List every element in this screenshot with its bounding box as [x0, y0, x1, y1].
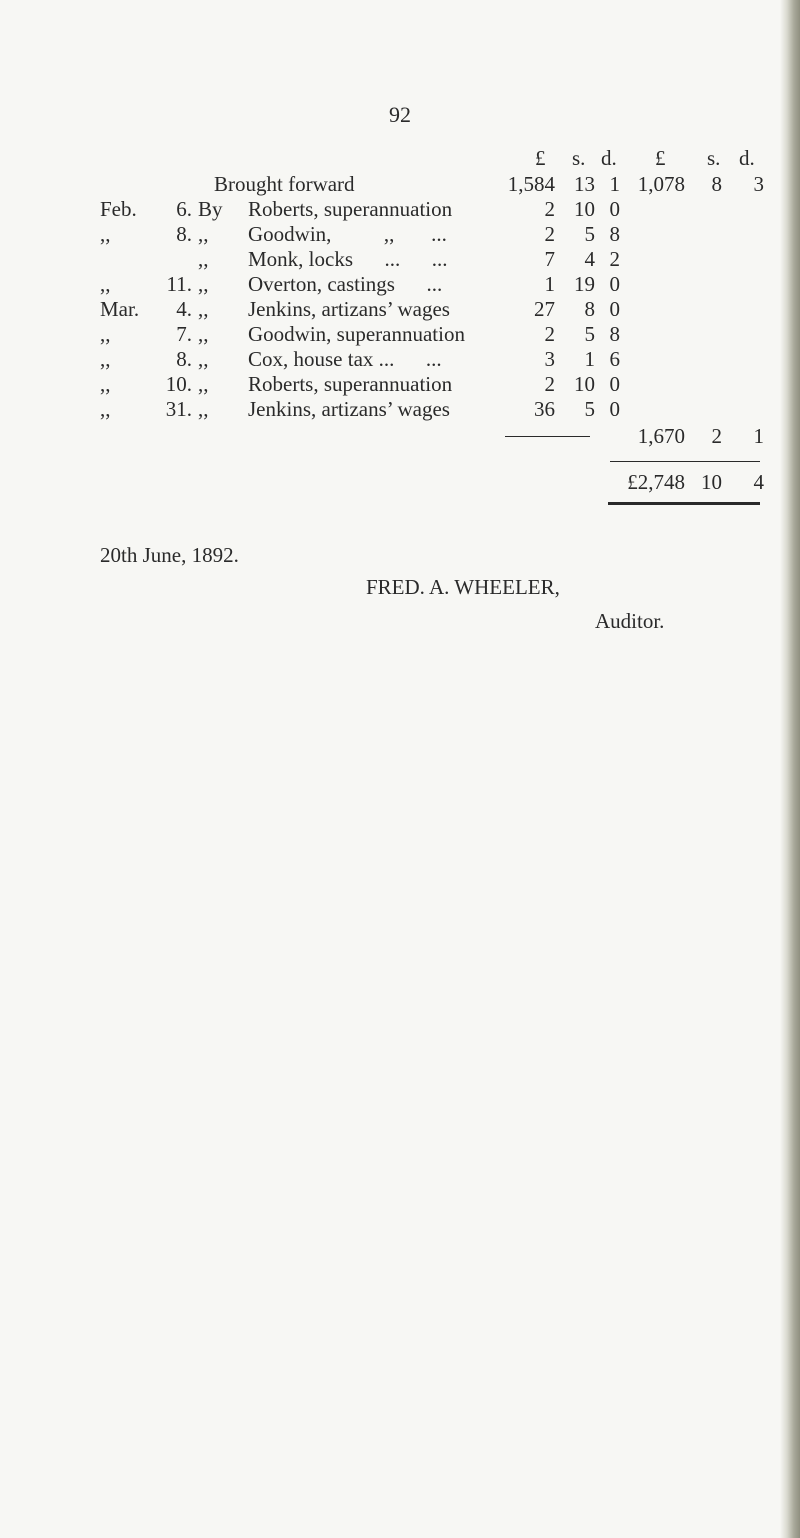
entry-month: ,,	[100, 222, 111, 246]
entry-day: 11.	[166, 272, 192, 296]
subtotal-pounds: 1,670	[637, 424, 685, 448]
page-number: 92	[389, 102, 411, 127]
total-shillings: 8	[711, 172, 722, 196]
double-rule	[608, 502, 760, 505]
header-pence-2: d.	[739, 146, 755, 170]
grand-total-shillings: 10	[701, 470, 722, 494]
entry-month: Mar.	[100, 297, 140, 321]
entry-day: 4.	[176, 297, 192, 321]
date-line: 20th June, 1892.	[100, 543, 239, 567]
entry-pounds: 2	[544, 222, 555, 246]
entry-pence: 0	[609, 272, 620, 296]
entry-description: Roberts, superannuation	[248, 197, 453, 221]
entry-description: Roberts, superannuation	[248, 372, 453, 396]
entry-prefix: ,,	[198, 322, 209, 346]
entry-pounds: 1	[544, 272, 555, 296]
entry-pence: 0	[609, 297, 620, 321]
entry-month: ,,	[100, 397, 111, 421]
entry-day: 8.	[176, 347, 192, 371]
grand-total-pence: 4	[753, 470, 764, 494]
entry-shillings: 1	[584, 347, 595, 371]
entry-prefix: By	[198, 197, 223, 221]
subtotal-pence: 1	[753, 424, 764, 448]
header-shillings-1: s.	[572, 146, 586, 170]
entry-shillings: 10	[574, 372, 595, 396]
entry-pence: 6	[609, 347, 620, 371]
entry-shillings: 4	[584, 247, 595, 271]
entry-description: Cox, house tax ... ...	[248, 347, 442, 371]
entry-shillings: 8	[584, 297, 595, 321]
entry-month: ,,	[100, 347, 111, 371]
entry-prefix: ,,	[198, 297, 209, 321]
entry-description: Overton, castings ...	[248, 272, 443, 296]
entry-prefix: ,,	[198, 372, 209, 396]
header-pence-1: d.	[601, 146, 617, 170]
auditor-title: Auditor.	[595, 609, 665, 633]
entry-pence: 0	[609, 197, 620, 221]
entry-shillings: 10	[574, 197, 595, 221]
header-shillings-2: s.	[707, 146, 721, 170]
entry-shillings: 5	[584, 322, 595, 346]
entry-month: Feb.	[100, 197, 137, 221]
entry-month: ,,	[100, 272, 111, 296]
entry-pence: 2	[609, 247, 620, 271]
entry-description: Jenkins, artizans’ wages	[248, 297, 450, 321]
entry-pounds: 7	[544, 247, 555, 271]
entry-prefix: ,,	[198, 272, 209, 296]
entry-prefix: ,,	[198, 247, 209, 271]
header-pounds-1: £	[535, 146, 546, 170]
subtotal-rule	[505, 436, 590, 437]
amount-shillings: 13	[574, 172, 595, 196]
entry-day: 6.	[176, 197, 192, 221]
entry-day: 8.	[176, 222, 192, 246]
brought-forward-label: Brought forward	[214, 172, 355, 196]
entry-pounds: 2	[544, 322, 555, 346]
entry-description: Jenkins, artizans’ wages	[248, 397, 450, 421]
grand-total-pounds: £2,748	[627, 470, 685, 494]
entry-pounds: 36	[534, 397, 555, 421]
entry-pounds: 2	[544, 372, 555, 396]
entry-prefix: ,,	[198, 397, 209, 421]
entry-shillings: 19	[574, 272, 595, 296]
entry-shillings: 5	[584, 397, 595, 421]
entry-pounds: 27	[534, 297, 555, 321]
entry-description: Goodwin, ,, ...	[248, 222, 447, 246]
entry-prefix: ,,	[198, 222, 209, 246]
entry-prefix: ,,	[198, 347, 209, 371]
entry-day: 31.	[165, 397, 192, 421]
entry-pence: 8	[609, 222, 620, 246]
entry-pounds: 2	[544, 197, 555, 221]
entry-description: Goodwin, superannuation	[248, 322, 465, 346]
subtotal-shillings: 2	[711, 424, 722, 448]
total-rule	[610, 461, 760, 462]
header-pounds-2: £	[655, 146, 666, 170]
amount-pence: 1	[609, 172, 620, 196]
auditor-name: FRED. A. WHEELER,	[366, 575, 560, 599]
amount-pounds: 1,584	[507, 172, 555, 196]
entry-pence: 0	[609, 397, 620, 421]
entry-pence: 8	[609, 322, 620, 346]
entry-pence: 0	[609, 372, 620, 396]
entry-pounds: 3	[544, 347, 555, 371]
total-pence: 3	[753, 172, 764, 196]
entry-description: Monk, locks ... ...	[248, 247, 448, 271]
entry-month: ,,	[100, 372, 111, 396]
total-pounds: 1,078	[637, 172, 685, 196]
entry-month: ,,	[100, 322, 111, 346]
entry-day: 10.	[165, 372, 192, 396]
entry-day: 7.	[176, 322, 192, 346]
entry-shillings: 5	[584, 222, 595, 246]
page-edge-shadow	[780, 0, 800, 1538]
